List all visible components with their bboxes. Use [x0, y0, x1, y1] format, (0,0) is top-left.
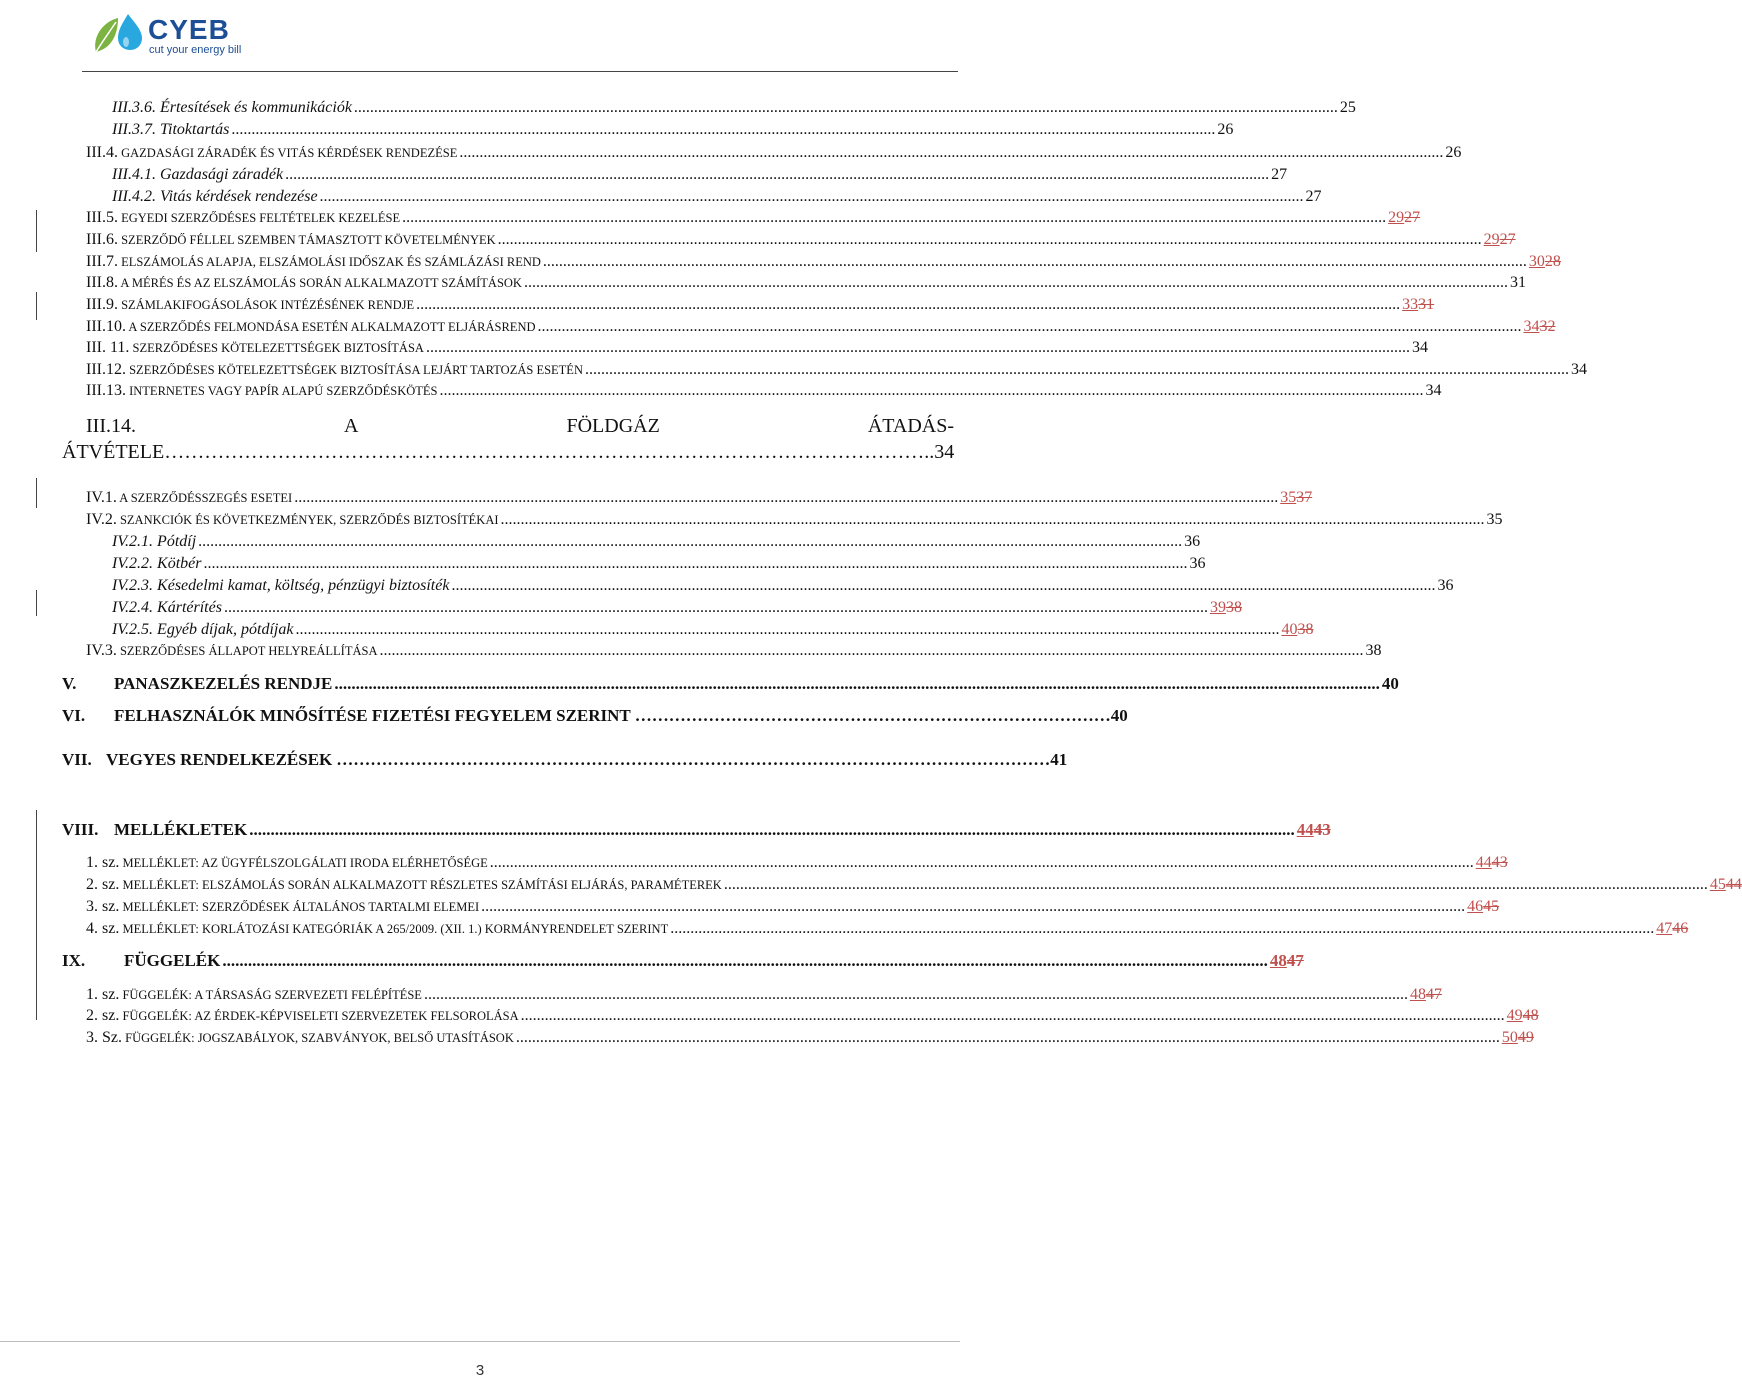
- toc-title: A SZERZŐDÉSSZEGÉS ESETEI: [116, 491, 293, 505]
- toc-label: [112, 187, 318, 207]
- toc-leader: [459, 143, 1443, 163]
- toc-leader: …………………………………………………………………………: [634, 706, 1111, 725]
- toc-title: PANASZKEZELÉS RENDJE: [114, 674, 333, 693]
- logo-leaf-icon: [88, 8, 148, 64]
- toc-number: VI.: [62, 706, 86, 725]
- toc-leader: [354, 98, 1338, 118]
- toc-title: FÜGGELÉK: A TÁRSASÁG SZERVEZETI FELÉPÍTÉSE: [119, 988, 422, 1002]
- toc-page-number: 27: [1305, 188, 1322, 205]
- toc-page-number: [1388, 208, 1420, 228]
- toc-label: [112, 532, 196, 552]
- iii14-word: ÁTADÁS-: [867, 415, 954, 437]
- toc-label: [86, 919, 668, 939]
- toc-label: [112, 98, 352, 118]
- toc-title: INTERNETES VAGY PAPÍR ALAPÚ SZERZŐDÉSKÖTÉS: [125, 384, 438, 398]
- toc-number: IV.2.2.: [112, 555, 154, 572]
- page-number-deleted: 43: [1491, 854, 1508, 871]
- toc-leader: [538, 317, 1522, 337]
- page-number-inserted: 35: [1280, 489, 1297, 506]
- toc-title: MELLÉKLET: ELSZÁMOLÁS SORÁN ALKALMAZOTT RÉSZLETES SZÁMÍTÁSI ELJÁRÁS, PARAMÉTEREK: [119, 878, 722, 892]
- toc-number: 3. Sz.: [86, 1029, 122, 1046]
- toc-page-number: [1467, 897, 1499, 917]
- toc-title: EGYEDI SZERZŐDÉSES FELTÉTELEK KEZELÉSE: [117, 211, 401, 225]
- toc-page-number: 26: [1217, 121, 1234, 138]
- toc-page-number: 34: [1425, 382, 1442, 399]
- toc-entry[interactable]: [86, 897, 1500, 917]
- toc-label: [62, 674, 332, 694]
- toc-page-number: 25: [1339, 99, 1356, 116]
- toc-leader: [524, 273, 1508, 293]
- toc-entry[interactable]: [86, 381, 1442, 401]
- toc-entry[interactable]: [86, 985, 1442, 1005]
- toc-leader: [320, 187, 1304, 207]
- toc-leader: [490, 853, 1474, 873]
- footer-divider: [0, 1341, 960, 1342]
- toc-leader: [402, 208, 1386, 228]
- toc-title: MELLÉKLET: AZ ÜGYFÉLSZOLGÁLATI IRODA ELÉRHETŐSÉGE: [119, 856, 488, 870]
- toc-page-number: [1281, 620, 1313, 640]
- toc-label: [112, 576, 449, 596]
- toc-leader: [501, 510, 1485, 530]
- toc-label: [86, 273, 522, 293]
- toc-leader: [222, 951, 1268, 971]
- toc-label: [86, 338, 424, 358]
- change-bar: [36, 810, 37, 1020]
- page-number-inserted: 30: [1528, 253, 1545, 270]
- toc-entry[interactable]: [86, 252, 1561, 272]
- page-number-inserted: 48: [1269, 951, 1287, 970]
- toc-leader: [451, 576, 1435, 596]
- toc-title: FÜGGELÉK: JOGSZABÁLYOK, SZABVÁNYOK, BELSŐ UTASÍTÁSOK: [122, 1031, 514, 1045]
- toc-leader: [334, 674, 1380, 694]
- toc-page-number: [1270, 951, 1304, 971]
- toc-label: [86, 317, 536, 337]
- toc-entry[interactable]: [86, 338, 1428, 358]
- toc-page-number: [1210, 598, 1242, 618]
- toc-leader: [224, 598, 1208, 618]
- toc-title: SZERZŐDÉSES KÖTELEZETTSÉGEK BIZTOSÍTÁSA LEJÁRT TARTOZÁS ESETÉN: [125, 363, 583, 377]
- toc-label: [86, 510, 499, 530]
- toc-page-number: [1529, 252, 1561, 272]
- toc-page-number: [1410, 985, 1442, 1005]
- toc-leader: [724, 875, 1708, 895]
- toc-title: SZERZŐDÉSES KÖTELEZETTSÉGEK BIZTOSÍTÁSA: [129, 341, 424, 355]
- toc-label: [112, 620, 293, 640]
- toc-title: FÜGGELÉK: [124, 951, 221, 970]
- toc-page-number: 41: [1050, 750, 1068, 769]
- toc-number: III.13.: [86, 382, 126, 399]
- page-number-deleted: 45: [1483, 898, 1500, 915]
- toc-page-number: [1484, 230, 1516, 250]
- toc-label: [86, 488, 292, 508]
- page-number-deleted: 38: [1225, 599, 1242, 616]
- toc-leader: [543, 252, 1527, 272]
- toc-number: IV.2.3.: [112, 577, 154, 594]
- toc-title: A MÉRÉS ÉS AZ ELSZÁMOLÁS SORÁN ALKALMAZOTT SZÁMÍTÁSOK: [117, 276, 522, 290]
- toc-leader: [416, 295, 1400, 315]
- toc-entry[interactable]: [86, 360, 1587, 380]
- toc-label: [86, 853, 488, 873]
- toc-entry[interactable]: [86, 853, 1508, 873]
- toc-number: III.6.: [86, 231, 118, 248]
- toc-page-number: 35: [1486, 511, 1503, 528]
- toc-leader: [521, 1006, 1505, 1026]
- company-logo: [88, 8, 248, 68]
- iii14-word: A: [344, 415, 359, 437]
- toc-number: III.4.2.: [112, 188, 156, 205]
- toc-number: III. 11.: [86, 339, 130, 356]
- toc-label: [86, 208, 400, 228]
- toc-entry-iii14-line1[interactable]: [86, 414, 954, 438]
- toc-label: [112, 598, 222, 618]
- toc-title: Kártérítés: [153, 599, 222, 616]
- toc-entry[interactable]: [112, 98, 1356, 118]
- toc-number: III.3.6.: [112, 99, 156, 116]
- page-number-inserted: 50: [1501, 1029, 1518, 1046]
- toc-entry[interactable]: [86, 510, 1503, 530]
- toc-title: FÜGGELÉK: AZ ÉRDEK-KÉPVISELETI SZERVEZETEK FELSOROLÁSA: [119, 1009, 519, 1023]
- page-number-deleted: 37: [1296, 489, 1313, 506]
- toc-number: III.5.: [86, 209, 118, 226]
- toc-label: [86, 985, 422, 1005]
- toc-title: SZERZŐDÉSES ÁLLAPOT HELYREÁLLÍTÁSA: [116, 644, 378, 658]
- toc-entry-iii14-line2[interactable]: [62, 440, 955, 464]
- page-number-inserted: 34: [1523, 318, 1540, 335]
- toc-label: [62, 820, 247, 840]
- toc-entry[interactable]: [86, 295, 1435, 315]
- toc-page-number: 38: [1365, 642, 1382, 659]
- toc-label: [62, 951, 220, 971]
- page-number-inserted: 44: [1296, 820, 1314, 839]
- toc-leader: [481, 897, 1465, 917]
- toc-page-number: 27: [1271, 166, 1288, 183]
- toc-leader: [380, 641, 1364, 661]
- toc-label: [86, 360, 583, 380]
- page-number-deleted: 46: [1672, 920, 1689, 937]
- page-number-inserted: 46: [1467, 898, 1484, 915]
- toc-label: [86, 641, 378, 661]
- page-number: 3: [475, 1362, 485, 1379]
- page-number-deleted: 38: [1297, 621, 1314, 638]
- toc-leader: [426, 338, 1410, 358]
- toc-leader: [424, 985, 1408, 1005]
- logo-tagline: cut your energy bill: [149, 44, 242, 56]
- toc-title: Késedelmi kamat, költség, pénzügyi biztosíték: [153, 577, 450, 594]
- toc-number: III.7.: [86, 253, 118, 270]
- toc-page-number: ..34: [924, 441, 955, 463]
- toc-entry[interactable]: [112, 620, 1314, 640]
- toc-number: 2. sz.: [86, 876, 120, 893]
- toc-leader: [204, 554, 1188, 574]
- toc-title: Értesítések és kommunikációk: [155, 99, 352, 116]
- page-number-deleted: 27: [1404, 209, 1421, 226]
- toc-title: FELHASZNÁLÓK MINŐSÍTÉSE FIZETÉSI FEGYELEM SZERINT: [114, 706, 631, 725]
- toc-number: VII.: [62, 750, 92, 769]
- page-number-deleted: 48: [1522, 1007, 1539, 1024]
- toc-title: Titoktartás: [155, 121, 230, 138]
- toc-title: ELSZÁMOLÁS ALAPJA, ELSZÁMOLÁSI IDŐSZAK ÉS SZÁMLÁZÁSI REND: [117, 255, 541, 269]
- toc-number: IV.3.: [86, 642, 117, 659]
- toc-number: 1. sz.: [86, 986, 120, 1003]
- toc-page-number: [1502, 1028, 1534, 1048]
- toc-label: [86, 897, 479, 917]
- toc-number: III.8.: [86, 274, 118, 291]
- toc-number: 1. sz.: [86, 854, 120, 871]
- toc-entry[interactable]: [86, 143, 1462, 163]
- page-number-deleted: 43: [1313, 820, 1331, 839]
- toc-label: [112, 165, 283, 185]
- toc-number: V.: [62, 674, 77, 693]
- toc-entry[interactable]: [62, 951, 1304, 971]
- toc-entry[interactable]: [112, 187, 1322, 207]
- toc-leader: [670, 919, 1654, 939]
- toc-number: III.10.: [86, 318, 126, 335]
- toc-entry[interactable]: [86, 1028, 1534, 1048]
- toc-page-number: 34: [1411, 339, 1428, 356]
- toc-entry[interactable]: [62, 674, 1399, 694]
- toc-label: [86, 252, 541, 272]
- toc-entry[interactable]: [86, 919, 1689, 939]
- toc-label: [86, 143, 457, 163]
- toc-number: IX.: [62, 951, 86, 970]
- toc-label: [86, 230, 496, 250]
- toc-number: IV.1.: [86, 489, 117, 506]
- toc-leader: [231, 120, 1215, 140]
- toc-number: III.9.: [86, 296, 118, 313]
- page-number-inserted: 44: [1475, 854, 1492, 871]
- toc-entry[interactable]: [86, 230, 1516, 250]
- toc-entry-vii[interactable]: [62, 750, 1068, 770]
- toc-page-number: 36: [1184, 533, 1201, 550]
- page-number-deleted: 27: [1499, 231, 1516, 248]
- toc-title: A SZERZŐDÉS FELMONDÁSA ESETÉN ALKALMAZOTT ELJÁRÁSREND: [125, 320, 536, 334]
- logo-wordmark: CYEB: [148, 14, 230, 45]
- toc-entry[interactable]: [112, 532, 1201, 552]
- page-number-deleted: 47: [1425, 986, 1442, 1003]
- toc-entry[interactable]: [112, 576, 1454, 596]
- page-number-deleted: 47: [1286, 951, 1304, 970]
- toc-title: Vitás kérdések rendezése: [155, 188, 318, 205]
- iii14-word: III.14.: [86, 415, 136, 437]
- toc-entry[interactable]: [86, 1006, 1539, 1026]
- page-number-inserted: 48: [1409, 986, 1426, 1003]
- toc-title: SZÁMLAKIFOGÁSOLÁSOK INTÉZÉSÉNEK RENDJE: [117, 298, 415, 312]
- page-number-inserted: 47: [1656, 920, 1673, 937]
- page-number-inserted: 40: [1281, 621, 1298, 638]
- toc-number: III.4.: [86, 144, 118, 161]
- toc-entry[interactable]: [86, 317, 1556, 337]
- toc-leader: [498, 230, 1482, 250]
- header-divider: [82, 71, 958, 72]
- page-number-deleted: 31: [1418, 296, 1435, 313]
- toc-page-number: 31: [1509, 274, 1526, 291]
- toc-page-number: 34: [1570, 361, 1587, 378]
- iii14-word: FÖLDGÁZ: [566, 415, 660, 437]
- page-number-inserted: 49: [1506, 1007, 1523, 1024]
- toc-page-number: 40: [1381, 674, 1399, 693]
- toc-leader: [198, 532, 1182, 552]
- toc-entry[interactable]: [86, 641, 1382, 661]
- toc-page-number: [1476, 853, 1508, 873]
- iii14-cont: ÁTVÉTELE: [62, 441, 165, 463]
- page-number-deleted: 32: [1539, 318, 1556, 335]
- toc-number: 2. sz.: [86, 1007, 120, 1024]
- toc-title: Gazdasági záradék: [155, 166, 284, 183]
- toc-entry[interactable]: [86, 208, 1421, 228]
- toc-page-number: 36: [1437, 577, 1454, 594]
- toc-page-number: [1507, 1006, 1539, 1026]
- toc-leader: [516, 1028, 1500, 1048]
- toc-page-number: [1656, 919, 1688, 939]
- page-number-deleted: 49: [1517, 1029, 1534, 1046]
- toc-number: IV.2.: [86, 511, 117, 528]
- toc-number: IV.2.5.: [112, 621, 154, 638]
- change-bar: [36, 590, 37, 616]
- toc-title: MELLÉKLET: KORLÁTOZÁSI KATEGÓRIÁK A 265/2009. (XII. 1.) KORMÁNYRENDELET SZERINT: [119, 922, 669, 936]
- toc-page-number: [1280, 488, 1312, 508]
- toc-title: GAZDASÁGI ZÁRADÉK ÉS VITÁS KÉRDÉSEK RENDEZÉSE: [117, 146, 458, 160]
- toc-leader: [439, 381, 1423, 401]
- toc-label: [112, 120, 229, 140]
- toc-page-number: [1402, 295, 1434, 315]
- toc-number: IV.2.4.: [112, 599, 154, 616]
- toc-entry[interactable]: [112, 165, 1288, 185]
- toc-leader: [294, 488, 1278, 508]
- change-bar: [36, 210, 37, 252]
- toc-label: [86, 295, 414, 315]
- toc-title: SZANKCIÓK ÉS KÖVETKEZMÉNYEK, SZERZŐDÉS BIZTOSÍTÉKAI: [116, 513, 499, 527]
- toc-entry-vi[interactable]: [62, 706, 1128, 726]
- toc-number: VIII.: [62, 820, 99, 839]
- toc-leader: [249, 820, 1295, 840]
- toc-title: MELLÉKLET: SZERZŐDÉSEK ÁLTALÁNOS TARTALMI ELEMEI: [119, 900, 480, 914]
- toc-entry[interactable]: [112, 554, 1206, 574]
- page-number-inserted: 33: [1402, 296, 1419, 313]
- toc-label: [112, 554, 202, 574]
- toc-leader: [585, 360, 1569, 380]
- page-number-deleted: 28: [1544, 253, 1561, 270]
- toc-entry[interactable]: [86, 875, 1742, 895]
- toc-number: III.4.1.: [112, 166, 156, 183]
- toc-page-number: 36: [1189, 555, 1206, 572]
- toc-page-number: [1524, 317, 1556, 337]
- toc-page-number: 26: [1445, 144, 1462, 161]
- toc-title: Kötbér: [153, 555, 202, 572]
- toc-leader: [295, 620, 1279, 640]
- toc-number: IV.2.1.: [112, 533, 154, 550]
- toc-entry[interactable]: [112, 598, 1242, 618]
- toc-entry[interactable]: [112, 120, 1234, 140]
- change-bar: [36, 478, 37, 508]
- toc-leader: [285, 165, 1269, 185]
- toc-title: MELLÉKLETEK: [114, 820, 248, 839]
- toc-number: 3. sz.: [86, 898, 120, 915]
- page-number-inserted: 29: [1388, 209, 1405, 226]
- page-number-inserted: 39: [1209, 599, 1226, 616]
- toc-page-number: 40: [1110, 706, 1128, 725]
- change-bar: [36, 292, 37, 320]
- toc-entry[interactable]: [86, 488, 1313, 508]
- toc-label: [86, 875, 722, 895]
- toc-leader: ……………………………………………………………………………………………………: [164, 441, 925, 463]
- toc-label: [86, 1006, 519, 1026]
- toc-label: [86, 381, 437, 401]
- toc-page-number: [1297, 820, 1331, 840]
- page-number-deleted: 44: [1725, 876, 1742, 893]
- page-number-inserted: 45: [1709, 876, 1726, 893]
- toc-number: 4. sz.: [86, 920, 120, 937]
- toc-entry[interactable]: [86, 273, 1526, 293]
- toc-entry[interactable]: [62, 820, 1331, 840]
- toc-title: Egyéb díjak, pótdíjak: [153, 621, 294, 638]
- toc-title: Pótdíj: [153, 533, 197, 550]
- toc-leader: ………………………………………………………………………………………………………………: [336, 750, 1051, 769]
- toc-label: [86, 1028, 514, 1048]
- toc-title: SZERZŐDŐ FÉLLEL SZEMBEN TÁMASZTOTT KÖVETELMÉNYEK: [117, 233, 496, 247]
- toc-page-number: [1710, 875, 1742, 895]
- toc-title: VEGYES RENDELKEZÉSEK: [106, 750, 333, 769]
- toc-number: III.12.: [86, 361, 126, 378]
- toc-number: III.3.7.: [112, 121, 156, 138]
- page-number-inserted: 29: [1483, 231, 1500, 248]
